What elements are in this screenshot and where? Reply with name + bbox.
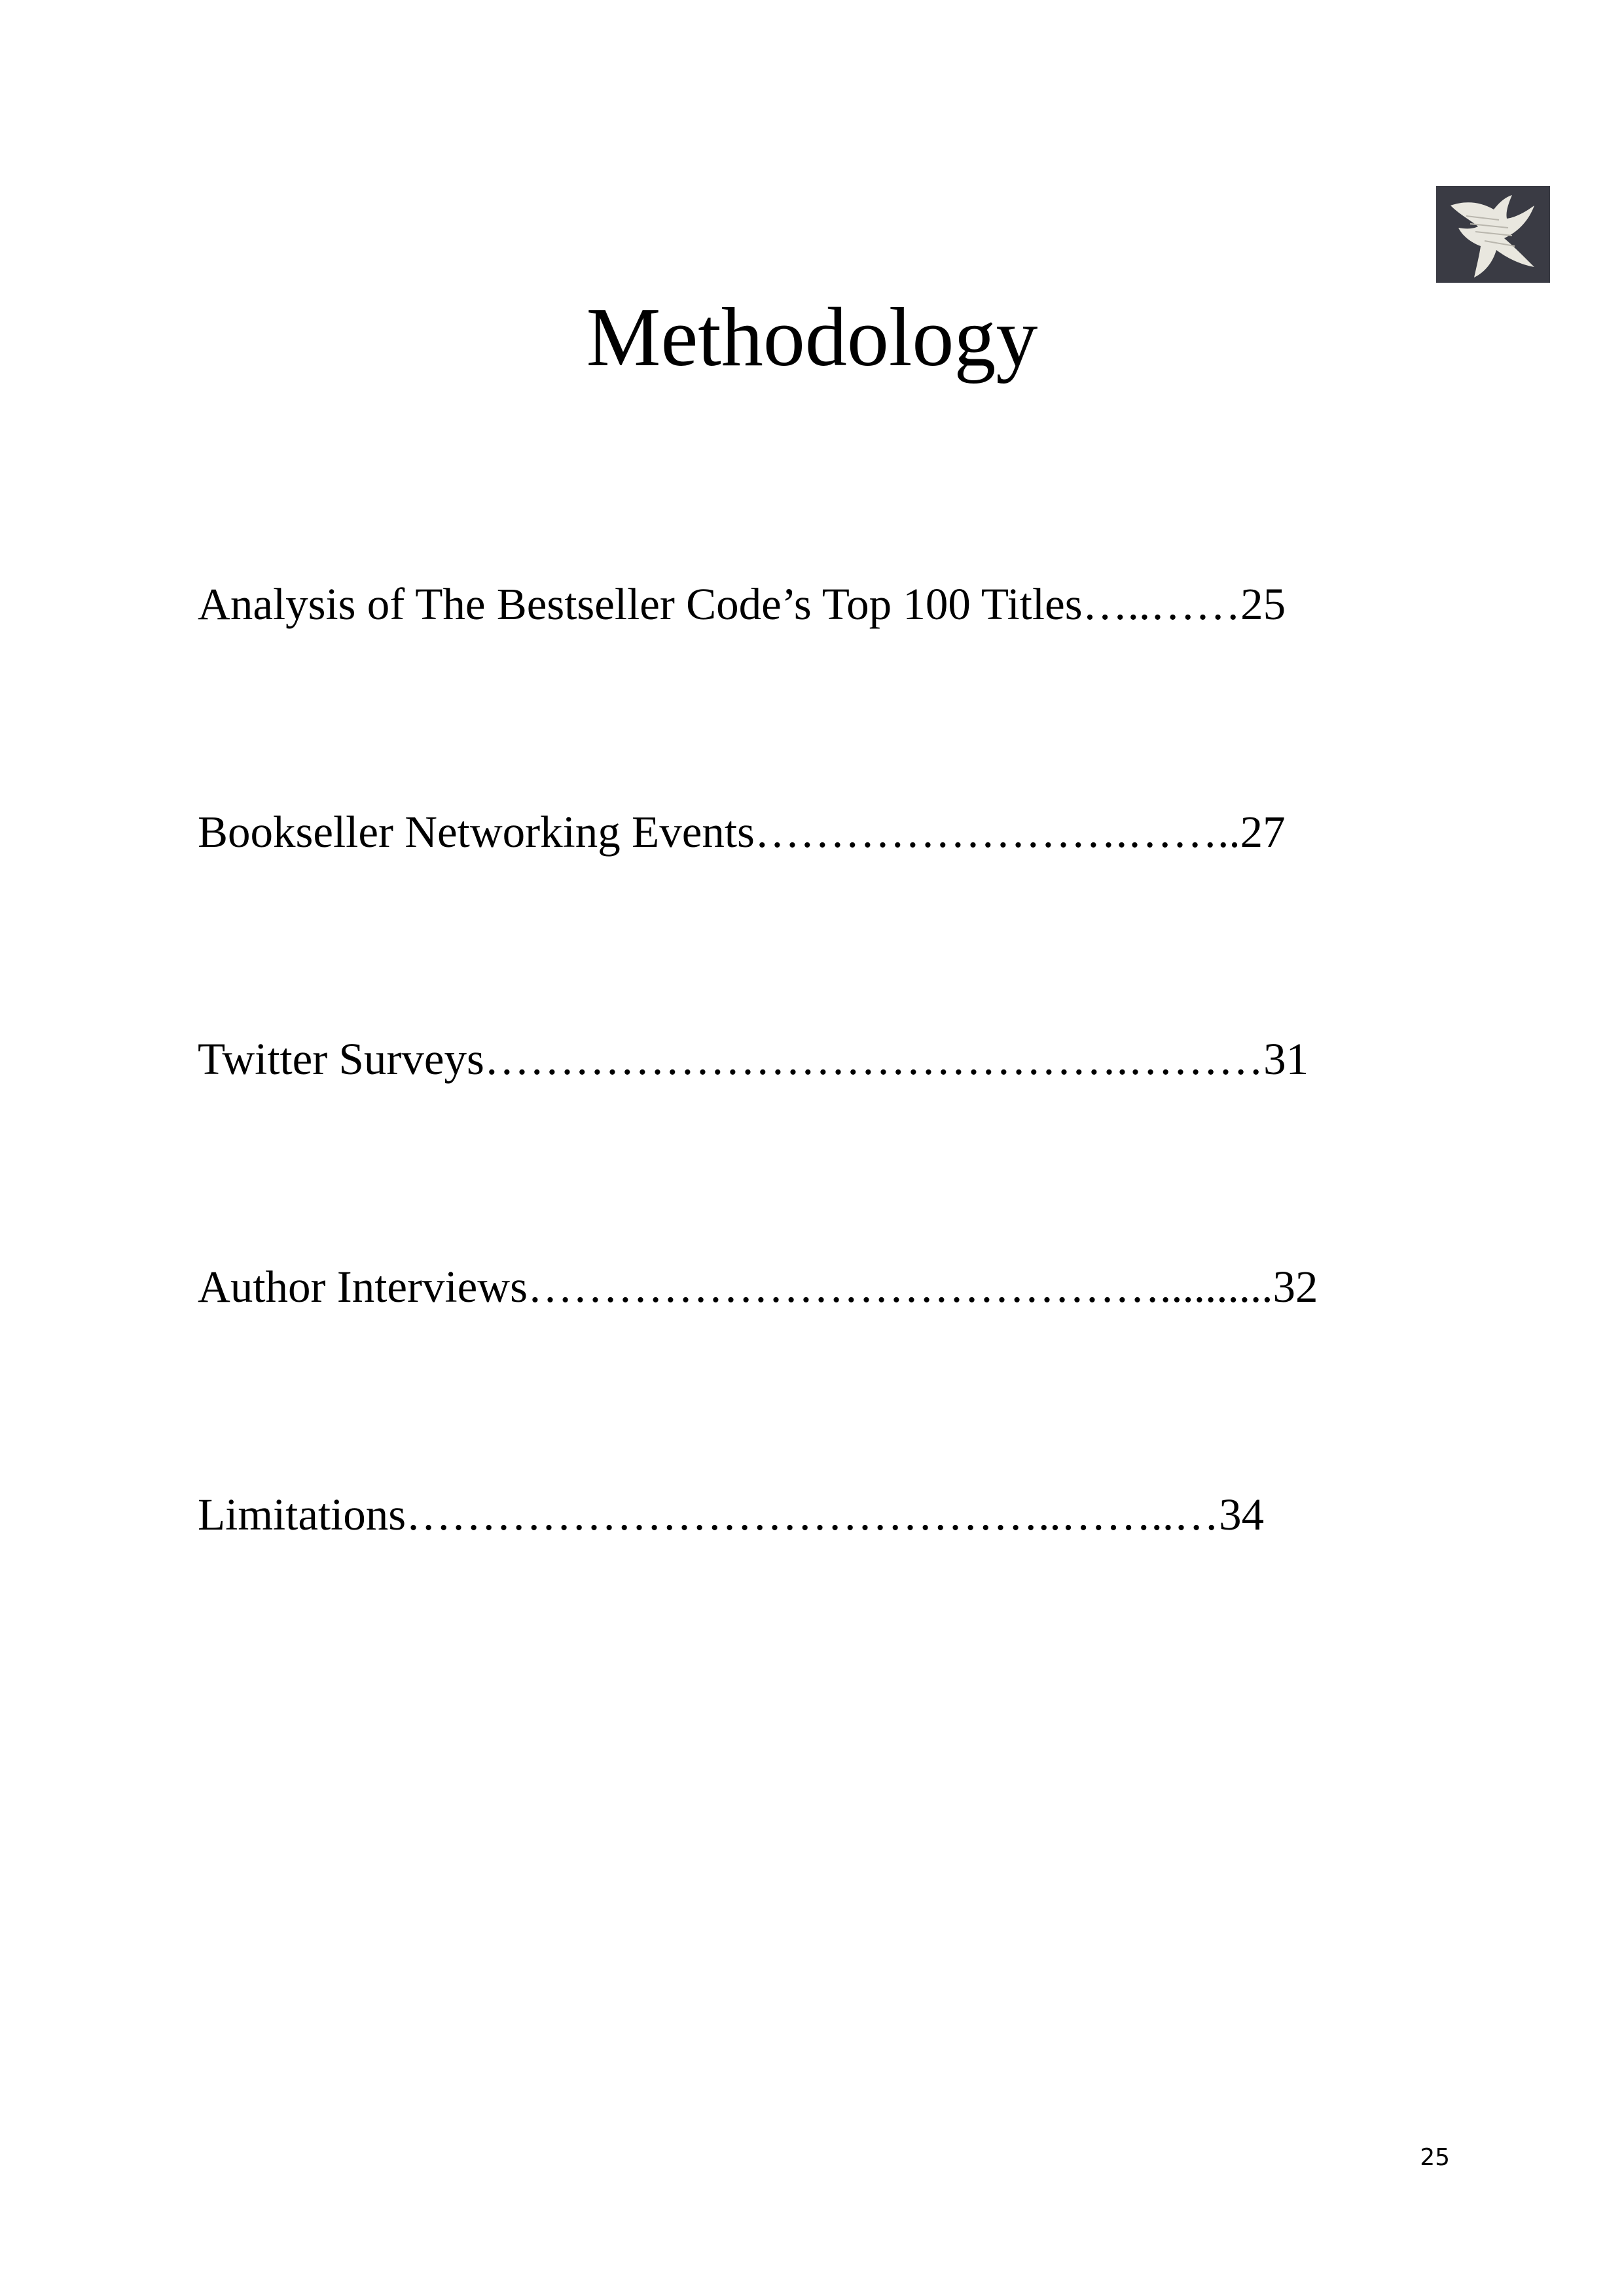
toc-entry-label: Twitter Surveys	[198, 1034, 484, 1084]
toc-entry-label: Limitations	[198, 1490, 406, 1539]
toc-entry	[198, 1485, 1264, 1544]
toc-entry-page: 31	[1263, 1034, 1309, 1084]
toc-entry-page: 27	[1240, 807, 1286, 857]
toc-entry-label: Author Interviews	[198, 1262, 528, 1312]
toc-entry-page: 32	[1272, 1262, 1318, 1312]
page-number: 25	[1420, 2144, 1450, 2171]
page-title: Methodology	[586, 291, 1038, 384]
toc-entry	[198, 1257, 1318, 1316]
toc-entry-leader: …………………………………….………	[484, 1034, 1264, 1084]
toc-entry-leader: …..……	[1082, 579, 1241, 629]
toc-entry-label: Analysis of The Bestseller Code’s Top 100 Titles	[198, 579, 1083, 629]
toc-entry-leader: ……………………………………..........	[527, 1262, 1273, 1312]
toc-entry-leader: ……………………………………..……..…	[406, 1490, 1219, 1539]
toc-entry-page: 25	[1240, 579, 1286, 629]
toc-entry	[198, 575, 1286, 634]
toc-entry-page: 34	[1219, 1490, 1265, 1539]
toc-entry	[198, 1030, 1308, 1088]
toc-entry-label: Bookseller Networking Events	[198, 807, 755, 857]
toc-entry	[198, 802, 1286, 861]
toc-entry-leader: …………………….……..	[754, 807, 1240, 857]
